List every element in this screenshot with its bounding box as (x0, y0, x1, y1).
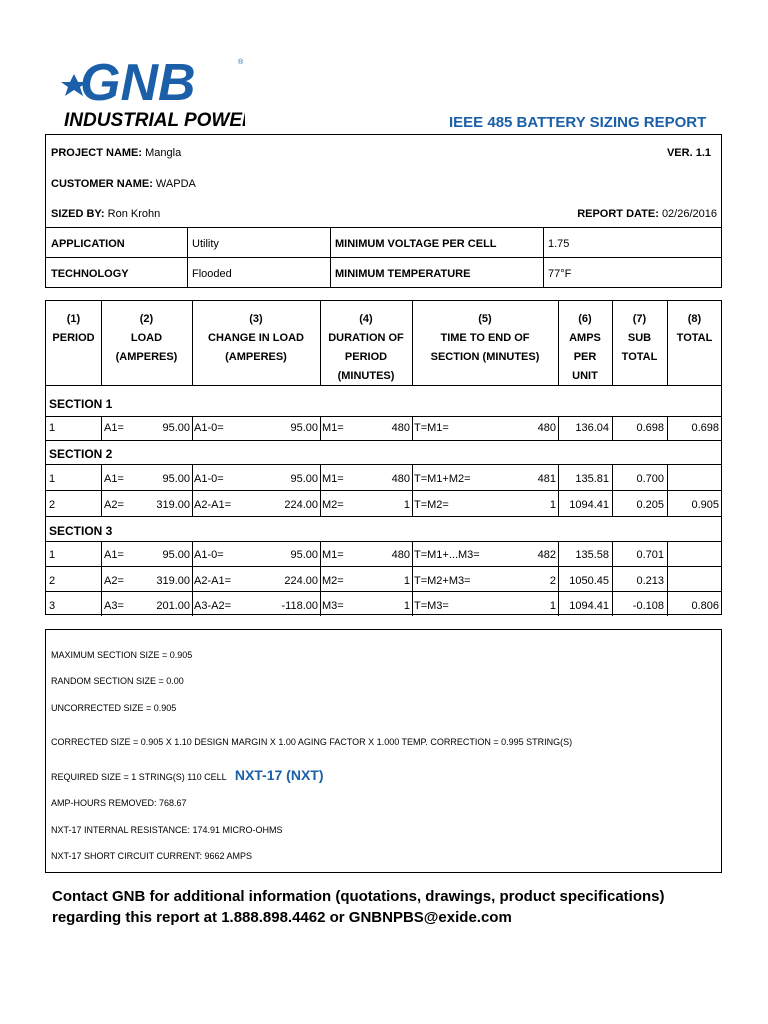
amps-cell: 1094.41 (569, 600, 609, 612)
time-cell: 481 (537, 473, 556, 485)
subtotal-cell: 0.205 (636, 499, 664, 511)
duration-cell: 1 (403, 600, 410, 612)
divider (558, 416, 559, 440)
min-temp-label: MINIMUM TEMPERATURE (335, 268, 471, 280)
load-cell: 95.00 (162, 549, 190, 561)
internal-resistance: NXT-17 INTERNAL RESISTANCE: 174.91 MICRO-OHMS (51, 825, 283, 835)
min-voltage-label: MINIMUM VOLTAGE PER CELL (335, 238, 497, 250)
column-number: (6) (578, 313, 592, 325)
divider (46, 257, 721, 258)
time-label: T=M2= (414, 499, 449, 511)
max-section-size: MAXIMUM SECTION SIZE = 0.905 (51, 650, 193, 660)
contact-line: Contact GNB for additional information (quotations, drawings, product specifications) (52, 888, 665, 905)
divider (46, 566, 721, 567)
duration-label: M1= (322, 473, 344, 485)
change-label: A3-A2= (194, 600, 231, 612)
divider (46, 591, 721, 592)
column-label: AMPS (569, 332, 601, 344)
gnb-logo-icon (60, 52, 245, 132)
load-label: A1= (104, 422, 124, 434)
divider (612, 464, 613, 516)
battery-model: NXT-17 (NXT) (234, 767, 324, 783)
divider (46, 227, 721, 228)
random-section-size: RANDOM SECTION SIZE = 0.00 (51, 676, 184, 686)
divider (46, 516, 721, 517)
load-label: A1= (104, 549, 124, 561)
column-label: SECTION (MINUTES) (430, 351, 540, 363)
short-circuit-current: NXT-17 SHORT CIRCUIT CURRENT: 9662 AMPS (51, 851, 253, 861)
duration-cell: 1 (403, 499, 410, 511)
divider (612, 541, 613, 616)
time-label: T=M1+M2= (414, 473, 471, 485)
subtotal-cell: 0.213 (636, 575, 664, 587)
subtotal-cell: 0.700 (636, 473, 664, 485)
section-title: SECTION 2 (49, 447, 113, 461)
report-date (577, 208, 717, 220)
logo-tagline: INDUSTRIAL POWER (64, 110, 245, 131)
report-title: IEEE 485 BATTERY SIZING REPORT (449, 114, 707, 131)
logo-reg-mark: ® (238, 59, 244, 66)
column-header-duration (320, 310, 412, 386)
column-header-amps-per-unit (558, 310, 612, 386)
divider (412, 464, 413, 516)
divider (558, 464, 559, 516)
min-voltage-value: 1.75 (548, 238, 570, 250)
divider (412, 416, 413, 440)
gnb-logo (60, 52, 245, 132)
divider (612, 416, 613, 440)
load-cell: 319.00 (156, 499, 190, 511)
time-label: T=M1+...M3= (414, 549, 480, 561)
column-label: SUB (627, 332, 652, 344)
divider (667, 416, 668, 440)
column-label: UNIT (572, 370, 598, 382)
version: VER. 1.1 (666, 147, 711, 159)
sizing-summary-box (45, 629, 722, 873)
change-cell: -118.00 (281, 600, 318, 612)
change-cell: 224.00 (284, 575, 318, 587)
corrected-size: CORRECTED SIZE = 0.905 X 1.10 DESIGN MARGIN X 1.00 AGING FACTOR X 1.000 TEMP. CORRECTION = 0.995 STRING(S) (51, 737, 573, 747)
sized-by-value: Ron Krohn (107, 208, 161, 220)
technology-label: TECHNOLOGY (51, 268, 129, 280)
divider (46, 440, 721, 441)
divider (46, 464, 721, 465)
sized-by (51, 208, 160, 220)
column-number: (8) (687, 313, 702, 325)
column-header-period (46, 310, 101, 348)
time-cell: 1 (549, 499, 556, 511)
period-cell: 1 (49, 549, 56, 561)
column-label: TIME TO END OF (440, 332, 530, 344)
time-cell: 2 (549, 575, 556, 587)
divider (543, 227, 544, 288)
column-header-total (667, 310, 722, 348)
divider (320, 464, 321, 516)
load-cell: 95.00 (162, 473, 190, 485)
column-label: (AMPERES) (225, 351, 287, 363)
column-header-time-to-end (412, 310, 558, 367)
divider (192, 541, 193, 616)
section-title: SECTION 1 (49, 397, 113, 411)
time-cell: 482 (537, 549, 556, 561)
sizing-calculation-table (45, 300, 722, 615)
divider (320, 416, 321, 440)
period-cell: 1 (49, 422, 56, 434)
period-cell: 1 (49, 473, 56, 485)
project-value: Mangla (145, 147, 182, 159)
column-header-sub-total (612, 310, 667, 367)
uncorrected-size: UNCORRECTED SIZE = 0.905 (51, 703, 177, 713)
period-cell: 3 (49, 600, 56, 612)
project-label: PROJECT NAME: (51, 147, 143, 159)
logo-brand: GNB (80, 54, 196, 112)
change-cell: 95.00 (290, 422, 318, 434)
time-label: T=M1= (414, 422, 449, 434)
change-cell: 95.00 (290, 549, 318, 561)
duration-label: M1= (322, 549, 344, 561)
sized-by-label: SIZED BY: (51, 208, 105, 220)
time-cell: 480 (537, 422, 556, 434)
min-temp-value: 77°F (548, 268, 572, 280)
amps-cell: 1094.41 (569, 499, 609, 511)
required-size-text: REQUIRED SIZE = 1 STRING(S) 110 CELL (51, 772, 227, 782)
contact-note (52, 886, 742, 928)
divider (192, 416, 193, 440)
column-label: (MINUTES) (337, 370, 395, 382)
amp-hours-removed: AMP-HOURS REMOVED: 768.67 (51, 798, 187, 808)
amps-cell: 136.04 (575, 422, 609, 434)
duration-label: M2= (322, 499, 344, 511)
duration-label: M1= (322, 422, 344, 434)
section-title: SECTION 3 (49, 524, 113, 538)
customer-value: WAPDA (155, 178, 196, 190)
divider (46, 490, 721, 491)
column-label: (AMPERES) (115, 351, 178, 363)
column-number: (5) (478, 313, 492, 325)
time-label: T=M3= (414, 600, 449, 612)
column-label: LOAD (130, 332, 163, 344)
divider (101, 464, 102, 516)
change-label: A1-0= (194, 473, 224, 485)
subtotal-cell: 0.698 (636, 422, 664, 434)
duration-label: M2= (322, 575, 344, 587)
load-label: A2= (104, 575, 124, 587)
change-label: A2-A1= (194, 499, 231, 511)
change-label: A2-A1= (194, 575, 231, 587)
change-cell: 95.00 (290, 473, 318, 485)
column-number: (3) (249, 313, 263, 325)
load-cell: 95.00 (162, 422, 190, 434)
subtotal-cell: 0.701 (636, 549, 664, 561)
divider (558, 541, 559, 616)
project-info-box (45, 134, 722, 288)
amps-cell: 135.81 (575, 473, 609, 485)
column-number: (2) (139, 313, 154, 325)
duration-cell: 480 (391, 473, 410, 485)
column-label: CHANGE IN LOAD (208, 332, 304, 344)
column-header-change-in-load (192, 310, 320, 367)
time-label: T=M2+M3= (414, 575, 471, 587)
column-label: PERIOD (52, 332, 95, 344)
load-cell: 319.00 (156, 575, 190, 587)
divider (412, 541, 413, 616)
total-cell: 0.698 (691, 422, 719, 434)
column-label: TOTAL (676, 332, 713, 344)
load-label: A3= (104, 600, 124, 612)
column-number: (1) (66, 313, 81, 325)
divider (46, 541, 721, 542)
application-label: APPLICATION (51, 238, 125, 250)
amps-cell: 1050.45 (569, 575, 609, 587)
divider (667, 464, 668, 516)
column-header-load (101, 310, 192, 367)
divider (187, 227, 188, 288)
load-label: A1= (104, 473, 124, 485)
application-value: Utility (192, 238, 219, 250)
divider (667, 541, 668, 616)
total-cell: 0.905 (691, 499, 719, 511)
duration-cell: 480 (391, 549, 410, 561)
project-name (51, 147, 181, 159)
period-cell: 2 (49, 499, 56, 511)
contact-line: regarding this report at 1.888.898.4462 or GNBNPBS@exide.com (52, 909, 512, 926)
period-cell: 2 (49, 575, 56, 587)
change-label: A1-0= (194, 422, 224, 434)
report-date-label: REPORT DATE: (577, 208, 659, 220)
report-date-value: 02/26/2016 (661, 208, 717, 220)
customer-label: CUSTOMER NAME: (51, 178, 153, 190)
column-label: PER (573, 351, 597, 363)
divider (330, 227, 331, 288)
amps-cell: 135.58 (575, 549, 609, 561)
column-number: (7) (632, 313, 647, 325)
duration-cell: 480 (391, 422, 410, 434)
column-label: TOTAL (621, 351, 658, 363)
divider (320, 541, 321, 616)
total-cell: 0.806 (691, 600, 719, 612)
divider (101, 416, 102, 440)
subtotal-cell: -0.108 (632, 600, 664, 612)
duration-label: M3= (322, 600, 344, 612)
change-cell: 224.00 (284, 499, 318, 511)
required-size (51, 767, 324, 783)
change-label: A1-0= (194, 549, 224, 561)
time-cell: 1 (549, 600, 556, 612)
column-label: PERIOD (344, 351, 388, 363)
duration-cell: 1 (403, 575, 410, 587)
divider (46, 416, 721, 417)
column-number: (4) (359, 313, 373, 325)
load-cell: 201.00 (156, 600, 190, 612)
divider (101, 541, 102, 616)
divider (192, 464, 193, 516)
load-label: A2= (104, 499, 124, 511)
technology-value: Flooded (192, 268, 232, 280)
column-label: DURATION OF (328, 332, 404, 344)
customer-name (51, 178, 196, 190)
